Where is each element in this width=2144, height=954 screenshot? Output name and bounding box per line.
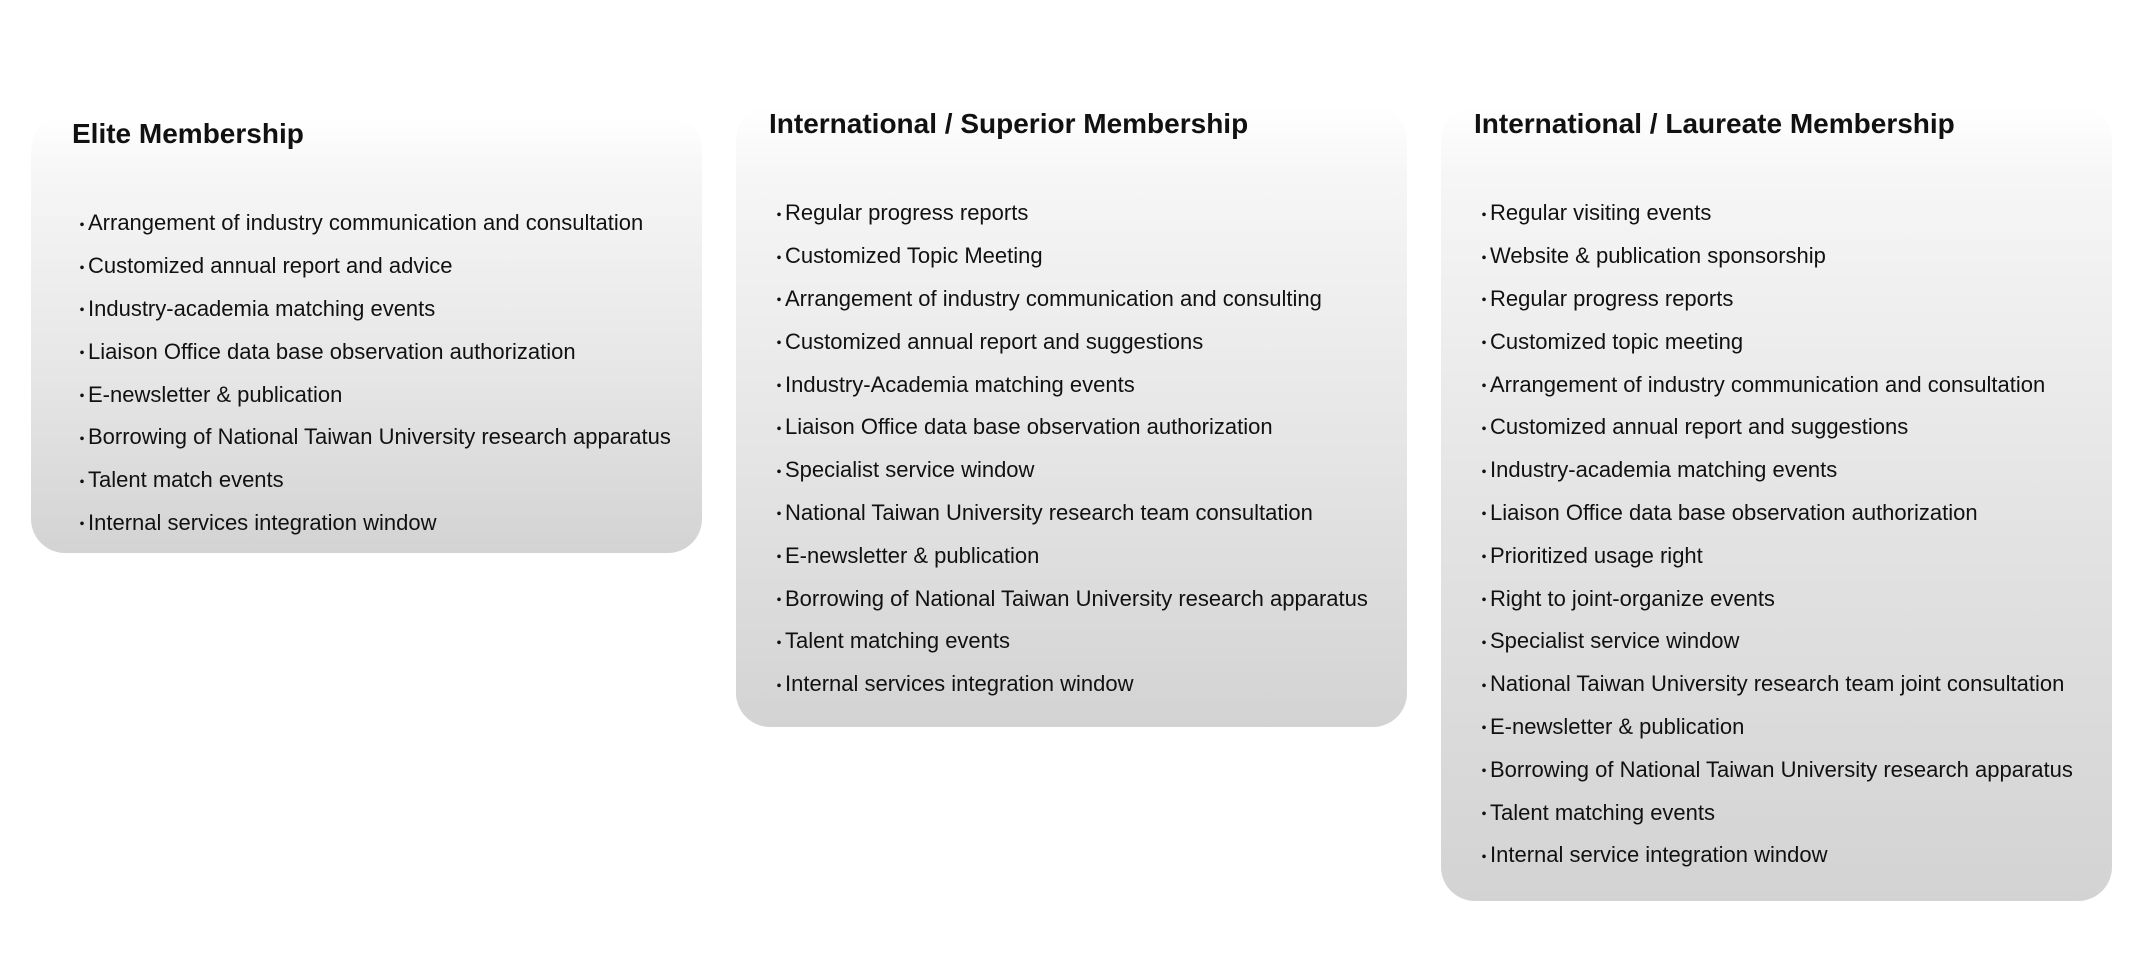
benefit-item — [769, 449, 1368, 492]
elite-membership-card — [31, 116, 702, 553]
benefit-item — [72, 330, 671, 373]
benefit-item — [1474, 449, 2073, 492]
bullet-icon: ・ — [769, 504, 789, 527]
benefit-item — [769, 192, 1368, 235]
benefit-text: Internal service integration window — [1490, 842, 1828, 868]
benefit-item — [769, 406, 1368, 449]
benefit-text: Arrangement of industry communication and consultation — [88, 210, 644, 236]
bullet-icon: ・ — [1474, 547, 1494, 570]
benefit-item — [769, 278, 1368, 321]
bullet-icon: ・ — [1474, 718, 1494, 741]
bullet-icon: ・ — [72, 257, 92, 280]
bullet-icon: ・ — [1474, 761, 1494, 784]
benefit-item — [72, 373, 671, 416]
bullet-icon: ・ — [769, 418, 789, 441]
benefit-item — [1474, 834, 2073, 877]
benefit-text: Regular progress reports — [785, 200, 1029, 226]
bullet-icon: ・ — [72, 214, 92, 237]
benefit-text: Customized annual report and advice — [88, 253, 453, 279]
benefit-item — [1474, 406, 2073, 449]
benefit-text: Arrangement of industry communication and consultation — [1490, 371, 2046, 397]
bullet-icon: ・ — [1474, 204, 1494, 227]
bullet-icon: ・ — [1474, 376, 1494, 399]
bullet-icon: ・ — [1474, 804, 1494, 827]
benefit-item — [1474, 577, 2073, 620]
bullet-icon: ・ — [1474, 418, 1494, 441]
benefit-item — [769, 320, 1368, 363]
bullet-icon: ・ — [769, 247, 789, 270]
benefit-text: E-newsletter & publication — [88, 381, 343, 407]
superior-membership-card — [736, 106, 1407, 727]
benefit-item — [1474, 363, 2073, 406]
bullet-icon: ・ — [769, 590, 789, 613]
laureate-membership-card — [1441, 106, 2112, 901]
bullet-icon: ・ — [1474, 333, 1494, 356]
benefit-item — [769, 492, 1368, 535]
card-title: International / Superior Membership — [769, 108, 1249, 139]
benefit-text: Liaison Office data base observation authorization — [785, 414, 1273, 440]
benefit-item — [1474, 235, 2073, 278]
benefit-item — [72, 502, 671, 545]
benefit-item — [1474, 663, 2073, 706]
bullet-icon: ・ — [1474, 247, 1494, 270]
benefit-text: Regular progress reports — [1490, 285, 1734, 311]
benefit-text: Customized annual report and suggestions — [785, 328, 1204, 354]
card-title: Elite Membership — [72, 118, 304, 149]
card-title: International / Laureate Membership — [1474, 108, 1955, 139]
benefit-text: Regular visiting events — [1490, 200, 1712, 226]
benefit-text: Customized topic meeting — [1490, 328, 1744, 354]
benefit-item — [769, 663, 1368, 706]
benefit-item — [1474, 748, 2073, 791]
benefit-item — [1474, 620, 2073, 663]
benefit-item — [72, 202, 671, 245]
benefit-text: Borrowing of National Taiwan University research apparatus — [88, 424, 671, 450]
benefit-text: Internal services integration window — [88, 509, 437, 535]
benefit-item — [769, 577, 1368, 620]
benefit-item — [1474, 192, 2073, 235]
benefit-list — [1474, 192, 2073, 877]
bullet-icon: ・ — [769, 376, 789, 399]
bullet-icon: ・ — [72, 471, 92, 494]
benefit-item — [72, 459, 671, 502]
benefit-item — [1474, 278, 2073, 321]
benefit-text: Internal services integration window — [785, 671, 1134, 697]
bullet-icon: ・ — [1474, 846, 1494, 869]
benefit-text: E-newsletter & publication — [785, 542, 1040, 568]
benefit-item — [769, 534, 1368, 577]
benefit-item — [72, 416, 671, 459]
bullet-icon: ・ — [72, 386, 92, 409]
bullet-icon: ・ — [72, 300, 92, 323]
benefit-list — [72, 202, 671, 544]
benefit-list — [769, 192, 1368, 706]
benefit-text: Arrangement of industry communication and consulting — [785, 285, 1322, 311]
benefit-text: Talent matching events — [1490, 799, 1716, 825]
bullet-icon: ・ — [769, 632, 789, 655]
benefit-text: National Taiwan University research team consultation — [785, 499, 1313, 525]
benefit-text: Talent match events — [88, 467, 284, 493]
benefit-text: E-newsletter & publication — [1490, 713, 1745, 739]
benefit-item — [1474, 534, 2073, 577]
benefit-item — [1474, 492, 2073, 535]
benefit-item — [769, 620, 1368, 663]
benefit-text: Right to joint-organize events — [1490, 585, 1775, 611]
bullet-icon: ・ — [1474, 632, 1494, 655]
bullet-icon: ・ — [769, 290, 789, 313]
benefit-text: National Taiwan University research team joint consultation — [1490, 671, 2065, 697]
benefit-text: Specialist service window — [1490, 628, 1740, 654]
benefit-text: Specialist service window — [785, 457, 1035, 483]
benefit-text: Customized annual report and suggestions — [1490, 414, 1909, 440]
benefit-text: Customized Topic Meeting — [785, 243, 1043, 269]
bullet-icon: ・ — [769, 204, 789, 227]
bullet-icon: ・ — [72, 343, 92, 366]
benefit-item — [1474, 320, 2073, 363]
benefit-item — [1474, 706, 2073, 749]
bullet-icon: ・ — [1474, 504, 1494, 527]
bullet-icon: ・ — [769, 461, 789, 484]
benefit-text: Borrowing of National Taiwan University research apparatus — [785, 585, 1368, 611]
benefit-text: Prioritized usage right — [1490, 542, 1703, 568]
benefit-text: Talent matching events — [785, 628, 1011, 654]
bullet-icon: ・ — [1474, 675, 1494, 698]
bullet-icon: ・ — [769, 547, 789, 570]
benefit-item — [769, 235, 1368, 278]
bullet-icon: ・ — [1474, 590, 1494, 613]
bullet-icon: ・ — [72, 514, 92, 537]
benefit-text: Liaison Office data base observation authorization — [88, 338, 576, 364]
benefit-text: Industry-Academia matching events — [785, 371, 1135, 397]
benefit-text: Industry-academia matching events — [88, 295, 436, 321]
benefit-item — [769, 363, 1368, 406]
benefit-item — [1474, 791, 2073, 834]
bullet-icon: ・ — [769, 333, 789, 356]
benefit-text: Website & publication sponsorship — [1490, 243, 1826, 269]
bullet-icon: ・ — [72, 428, 92, 451]
bullet-icon: ・ — [1474, 461, 1494, 484]
bullet-icon: ・ — [1474, 290, 1494, 313]
benefit-item — [72, 245, 671, 288]
benefit-item — [72, 288, 671, 331]
benefit-text: Borrowing of National Taiwan University research apparatus — [1490, 756, 2073, 782]
benefit-text: Liaison Office data base observation authorization — [1490, 499, 1978, 525]
bullet-icon: ・ — [769, 675, 789, 698]
benefit-text: Industry-academia matching events — [1490, 457, 1838, 483]
